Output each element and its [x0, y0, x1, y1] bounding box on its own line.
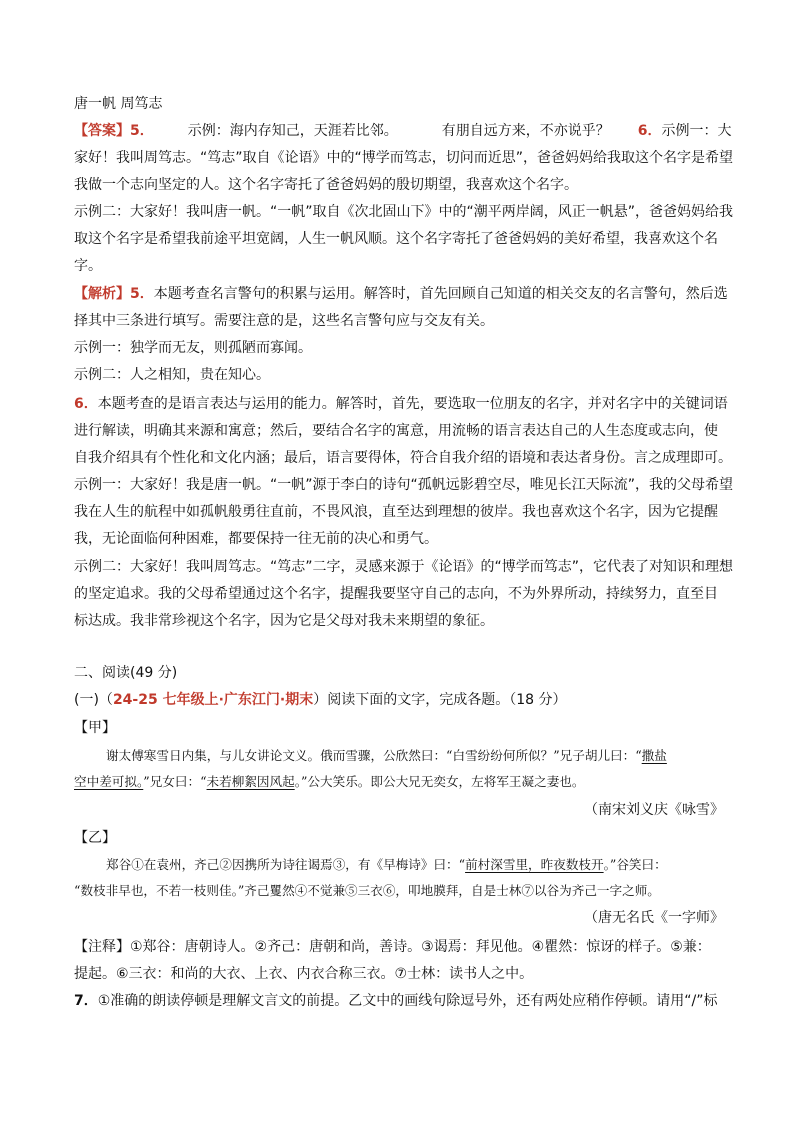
answer-q6-number: 6．	[637, 123, 662, 139]
analysis-line-7: 自我介绍具有个性化和文化内涵；最后，语言要得体，符合自我介绍的语境和表达者身份。言之成理即可。	[74, 450, 732, 466]
yi-underlined-sentence: 前村深雪里，昨夜数枝开	[465, 857, 604, 872]
yi-text-1: 郑谷①在袁州，齐己②因携所为诗往谒焉③，有《早梅诗》曰：“	[106, 857, 466, 872]
answer-line-1	[74, 121, 732, 141]
yi-paragraph-line-2: “数枝非早也，不若一枝则佳。”齐己矍然④不觉兼⑤三衣⑥，叩地膜拜，自是士林⑦以谷为齐己一字之师。	[74, 883, 660, 898]
analysis-line-10: 我，无论面临何种困难，都要保持一往无前的决心和勇气。	[74, 531, 438, 547]
answer-line-3: 我做一个志向坚定的人。这个名字寄托了爸爸妈妈的殷切期望，我喜欢这个名字。	[74, 177, 578, 193]
yi-paragraph-line-1	[106, 855, 726, 875]
notes-line-1: 【注释】①郑谷：唐朝诗人。②齐己：唐朝和尚，善诗。③谒焉：拜见他。④瞿然：惊讶的样子。⑤兼：	[74, 939, 711, 955]
notes-line-2: 提起。⑥三衣：和尚的大衣、上衣、内衣合称三衣。⑦士林：读书人之中。	[74, 966, 534, 982]
jia-underlined-1a: 撒盐	[641, 748, 667, 763]
answer-line-4: 示例二：大家好！我叫唐一帆。“一帆”取自《次北固山下》中的“潮平两岸阔，风正一帆悬”，爸爸妈妈给我	[74, 204, 734, 220]
jia-text-2: ”兄女曰：“	[143, 774, 207, 789]
yi-text-2: 。”谷笑曰：	[603, 857, 667, 872]
analysis-line-11: 示例二：大家好！我叫周笃志。“笃志”二字，灵感来源于《论语》的“博学而笃志”，它代表了对知识和理想	[74, 559, 734, 575]
jia-underlined-1b: 空中差可拟。	[74, 774, 144, 789]
names-line: 唐一帆 周笃志	[74, 96, 163, 112]
analysis-line-13: 标达成。我非常珍视这个名字，因为它是父母对我未来期望的象征。	[74, 613, 494, 629]
analysis-q6-number: 6．	[74, 396, 98, 412]
analysis-q5-text: 本题考查名言警句的积累与运用。解答时，首先回顾自己知道的相关交友的名言警句，然后选	[153, 286, 728, 302]
answer-line-5: 取这个名字是希望我前途平坦宽阔，人生一帆风顺。这个名字寄托了爸爸妈妈的美好希望，我喜欢这个名	[74, 231, 718, 247]
subtitle-source: 24-25 七年级上·广东江门·期末	[112, 692, 314, 708]
analysis-line-9: 我在人生的航程中如孤帆般勇往直前，不畏风浪，直至达到理想的彼岸。我也喜欢这个名字，因为它提醒	[74, 504, 718, 520]
answer-q5-example-2: 有朋自远方来，不亦说乎？	[441, 123, 610, 139]
analysis-line-1	[74, 284, 728, 304]
analysis-line-12: 的坚定追求。我的父母希望通过这个名字，提醒我要坚守自己的志向，不为外界所动，持续努力，直至目	[74, 586, 718, 602]
jia-label: 【甲】	[74, 720, 116, 736]
analysis-line-5	[74, 394, 728, 414]
analysis-line-6: 进行解读，明确其来源和寓意；然后，要结合名字的寓意，用流畅的语言表达自己的人生态度或志向，使	[74, 423, 718, 439]
question-7	[74, 991, 724, 1011]
analysis-line-3: 示例一：独学而无友，则孤陋而寡闻。	[74, 340, 312, 356]
analysis-q6-text: 本题考查的是语言表达与运用的能力。解答时，首先，要选取一位朋友的名字，并对名字中的关键词语	[97, 396, 728, 412]
answer-line-2: 家好！我叫周笃志。“笃志”取自《论语》中的“博学而笃志，切问而近思”，爸爸妈妈给我取这个名字是希望	[74, 150, 734, 166]
jia-underlined-2: 未若柳絮因风起	[206, 774, 295, 789]
answer-q5-example-1: 示例：海内存知己，天涯若比邻。	[187, 123, 398, 139]
analysis-line-2: 择其中三条进行填写。需要注意的是，这些名言警句应与交友有关。	[74, 313, 494, 329]
jia-text-1: 谢太傅寒雪日内集，与儿女讲论文义。俄而雪骤，公欣然曰：“白雪纷纷何所似？”兄子胡儿曰：“	[106, 748, 642, 763]
analysis-q5-number: 5．	[130, 286, 154, 302]
answer-line-6: 字。	[74, 258, 102, 274]
analysis-line-4: 示例二：人之相知，贵在知心。	[74, 367, 270, 383]
subtitle-suffix: ）阅读下面的文字，完成各题。（18 分）	[313, 692, 567, 708]
answer-tag: 【答案】	[74, 123, 130, 139]
jia-paragraph-line-2	[74, 772, 724, 792]
answer-q6-start: 示例一：大	[661, 123, 732, 139]
yi-source: （唐无名氏《一字师》	[584, 910, 724, 926]
jia-source: （南宋刘义庆《咏雪》	[584, 802, 724, 818]
question-7-text: ①准确的朗读停顿是理解文言文的前提。乙文中的画线句除逗号外，还有两处应稍作停顿。请用“/”标	[97, 993, 718, 1009]
jia-paragraph-line-1	[106, 746, 726, 766]
yi-label: 【乙】	[74, 830, 116, 846]
answer-q5-number: 5．	[130, 123, 154, 139]
analysis-tag: 【解析】	[74, 286, 130, 302]
section-title: 二、阅读(49 分)	[74, 665, 178, 681]
subtitle-prefix: (一)（	[74, 692, 113, 708]
question-7-number: 7．	[74, 993, 98, 1009]
analysis-line-8: 示例一：大家好！我是唐一帆。“一帆”源于李白的诗句“孤帆远影碧空尽，唯见长江天际流”，我的父母希望	[74, 477, 734, 493]
section-subtitle	[74, 690, 724, 710]
jia-text-3: 。”公大笑乐。即公大兄无奕女，左将军王凝之妻也。	[294, 774, 585, 789]
